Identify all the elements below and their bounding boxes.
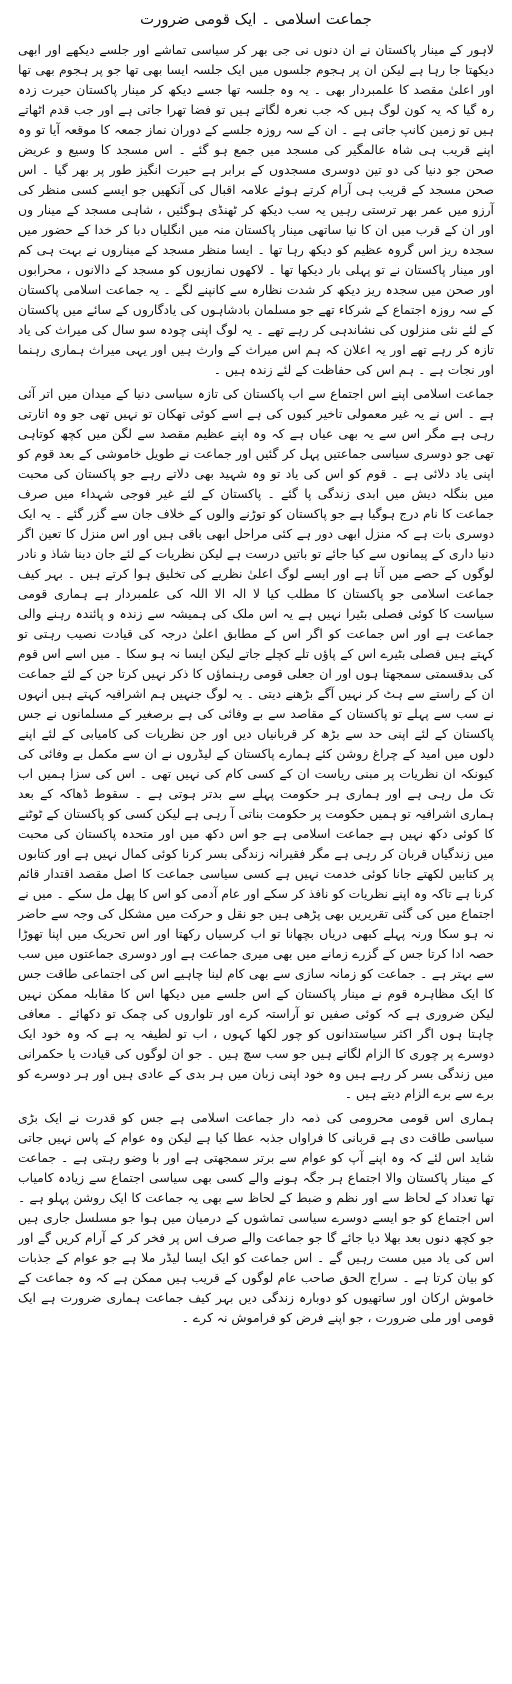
- article-headline: جماعت اسلامی ۔ ایک قومی ضرورت: [140, 10, 372, 28]
- article-body: [18, 40, 494, 1328]
- article-paragraph-1: لاہور کے مینار پاکستان نے ان دنوں نی جی بھر کر سیاسی تماشے اور جلسے دیکھے اور ابھی دیکھتا جا رہا ہے لیکن ان پر ہجوم جلسوں میں ایک جلسہ ایسا بھی تھا جو پر ہجوم بھی تھا اور اعلیٰ مقصد کا علمبردار بھی ۔ یہ وہ جلسہ تھا جسے دیکھ کر مینار پاکستان حیرت زدہ رہ گیا کہ یہ کون لوگ ہیں کہ جب نعرہ لگاتے ہیں تو فضا تھرا جاتی ہے اور جب قدم اٹھاتے ہیں تو زمین کانپ جاتی ہے ۔ ان کے سہ روزہ جلسے کے دوران نماز جمعہ کا موقعہ آیا تو وہ اپنے قریب ہی شاہ عالمگیر کی مسجد میں جمع ہو گئے ۔ اس مسجد کا وسیع و عریض صحن جو دنیا کی دو تین دوسری مسجدوں کے برابر ہے حیرت انگیز طور پر بھر گیا ۔ اس صحن مسجد کے قریب ہی آرام کرتے ہوئے علامہ اقبال کی آنکھیں جو ایسے کسی منظر کی آرزو میں عمر بھر ترستی رہیں یہ سب دیکھ کر ٹھنڈی ہوگئیں ، شاہی مسجد کے مینار وں اور ان کے قرب میں ان کا نیا ساتھی مینار پاکستان منہ میں انگلیاں دبا کر خدا کے حضور میں سجدہ ریز اس گروہ عظیم کو دیکھ رہا تھا ۔ ایسا منظر مسجد کے میناروں نے بہت ہی کم اور مینار پاکستان نے تو پہلی بار دیکھا تھا ۔ لاکھوں نمازیوں کو مسجد کے دالانوں ، محرابوں اور صحن میں سجدہ ریز دیکھ کر شدت نظارہ سے کانپنے لگے ۔ یہ جماعت اسلامی پاکستان کے سہ روزہ اجتماع کے شرکاء تھے جو مسلمان بادشاہوں کی یادگاروں کے سائے میں پاکستان کے لئے نئی منزلوں کی نشاندہی کر رہے تھے ۔ یہ لوگ اپنی چودہ سو سال کی میراث کی یاد تازہ کر رہے تھے اور یہ اعلان کہ ہم اس میراث کے وارث ہیں اور یہی میراث ہماری رہنما اور نجات ہے ۔ ہم اس کی حفاظت کے لئے زندہ ہیں ۔: [18, 42, 494, 377]
- article-paragraph-3: ہماری اس قومی محرومی کی ذمہ دار جماعت اسلامی ہے جس کو قدرت نے ایک بڑی سیاسی طاقت دی ہے قربانی کا فراواں جذبہ عطا کیا ہے لیکن وہ عوام کے پاس نہیں جاتی شاید اس لئے کہ وہ اپنے آپ کو عوام سے برتر سمجھتی ہے اور با وضو رہتی ہے ۔ جماعت کے مینار پاکستان والا اجتماع ہر جگہ ہونے والے کسی بھی سیاسی اجتماع سے زیادہ کامیاب تھا تعداد کے لحاظ سے اور نظم و ضبط کے لحاظ سے بھی یہ جماعت کا ایک روشن پہلو ہے ۔ اس اجتماع کو جو ایسے دوسرے سیاسی تماشوں کے درمیان میں ہوا جو مسلسل جاری ہیں جو کچھ دنوں بعد بھلا دیا جائے گا جو جماعت والے صرف اس پر فخر کر کے آرام کریں گے اور اس کی یاد میں مست رہیں گے ۔ اس جماعت کو ایک ایسا لیڈر ملا ہے جو عوام کے جذبات کو بیان کرتا ہے ۔ سراج الحق صاحب عام لوگوں کے قریب ہیں ممکن ہے کہ وہ جماعت کے خاموش ارکان اور ساتھیوں کو دوبارہ زندگی دیں بہر کیف جماعت ہماری ضرورت ہے ایک قومی اور ملی ضرورت ، جو اپنے فرض کو فراموش نہ کرے ۔: [18, 1110, 494, 1325]
- article-paragraph-2: جماعت اسلامی اپنے اس اجتماع سے اب پاکستان کی تازہ سیاسی دنیا کے میدان میں اتر آئی ہے ۔ اس نے یہ غیر معمولی تاخیر کیوں کی ہے اسے کوئی تھکان تو نہیں تھی جو وہ اتارتی رہی ہے مگر اس سے یہ بھی عیاں ہے کہ وہ اپنے عظیم مقصد سے لگن میں کچھ کوتاہی تھی جو دوسری سیاسی جماعتیں پہل کر گئیں اور جماعت نے طویل خاموشی کے بعد قوم کو اپنی یاد دلائی ہے ۔ قوم کو اس کی یاد تو وہ شہید بھی دلاتے رہے جو پاکستان کی محبت میں بنگلہ دیش میں ابدی زندگی پا گئے ۔ پاکستان کے لئے غیر فوجی شہداء میں صرف جماعت کا نام درج ہوگیا ہے جو پاکستان کو توڑنے والوں کے خلاف جان سے گزر گئے ۔ یہ ایک دوسری بات ہے کہ منزل ابھی دور ہے کئی مراحل ابھی باقی ہیں اور اس منزل کا تعین اگر دنیا داری کے پیمانوں سے کیا جائے تو باتیں درست ہے لیکن نظریات کے لئے جان دینا شاذ و نادر لوگوں کے حصے میں آتا ہے اور ایسے لوگ اعلیٰ نظریے کی تخلیق ہوا کرتے ہیں ۔ بہر کیف جماعت اسلامی جو پاکستان کا مطلب کیا لا الہ الا اللہ کی علمبردار ہے ہماری قومی سیاست کا کوئی فصلی بٹیرا نہیں ہے یہ اس ملک کی ہمیشہ سے زندہ و پائندہ رہنے والی جماعت ہے اور اس جماعت کو اگر اس کے مطابق اعلیٰ درجہ کی قیادت نصیب رہتی تو کہتے ہیں فصلی بٹیرے اس کے پاؤں تلے کچلے جاتے لیکن ایسا نہ ہو سکا ۔ میں اسے اس قوم کی بدقسمتی سمجھتا ہوں اور ان جعلی قومی رہنماؤں کا ذکر نہیں کرتا جن کے لئے جماعت ان کے راستے سے ہٹ کر نہیں آگے بڑھنے دیتی ۔ یہ لوگ جنہیں ہم اشرافیہ کہتے ہیں انہوں نے سب سے پہلے تو پاکستان کے مقاصد سے بے وفائی کی ہے برصغیر کے مسلمانوں نے جس پاکستان کے لئے اپنی حد سے بڑھ کر قربانیاں دیں اور جن نظریات کی کامیابی کے لئے اپنے دلوں میں امید کے چراغ روشن کئے ہمارے پاکستان کے لیڈروں نے ان سے مکمل بے وفائی کی کیونکہ ان نظریات پر مبنی ریاست ان کے کسی کام کی نہیں تھی ۔ اس کی سزا ہمیں اب تک مل رہی ہے اور ہماری ہر حکومت پہلے سے بدتر ہوتی ہے ۔ سقوط ڈھاکہ کے بعد ہماری اشرافیہ تو ہمیں حکومت پر حکومت بناتی آ رہی ہے لیکن کسی کو پاکستان کے ٹوٹنے کا کوئی دکھ نہیں ہے جماعت اسلامی ہے جو اس دکھ میں اور متحدہ پاکستان کی محبت میں زندگیاں قربان کر رہی ہے مگر فقیرانہ زندگی بسر کرنا کوئی کمال نہیں ہے اور کتابوں پر کتابیں لکھتے جانا کوئی خدمت نہیں ہے کسی سیاسی جماعت کا اصل مقصد اقتدار قائم کرنا ہے تاکہ وہ اپنے نظریات کو نافذ کر سکے اور عام آدمی کو اس کا پھل مل سکے ۔ میں نے اجتماع میں کی گئی تقریریں بھی پڑھی ہیں جو نقل و حرکت میں مشکل کی وجہ سے حاضر نہ ہو سکا ورنہ پہلے کبھی دریاں بچھانا تو اب کرسیاں رکھتا اور اس تحریک میں اپنا تھوڑا حصہ ادا کرتا جس کے گزرے زمانے میں بھی میری جماعت ہے اور دوسری جماعتوں میں سب سے بہتر ہے ۔ جماعت کو زمانہ سازی سے بھی کام لینا چاہیے اس کی اجتماعی طاقت جس کا ایک مظاہرہ قوم نے مینار پاکستان کے اس جلسے میں دیکھا اس کا مقابلہ ممکن نہیں لیکن ضروری ہے کہ کوئی صفیں تو آراستہ کرے اور تلواروں کی چمک تو دکھائے ۔ معافی چاہتا ہوں اگر اکثر سیاستدانوں کو چور لکھا کہوں ، اب تو لطیفہ یہ ہے کہ وہ خود ایک دوسرے پر چوری کا الزام لگاتے ہیں جو سب سچ ہیں ۔ جو ان لوگوں کی قیادت یا حکمرانی میں زندگی بسر کر رہے ہیں وہ خود اپنی زبان میں ہر بدی کے عادی ہیں اور ہر دوسرے کو برے سے برے الزام دیتے ہیں ۔: [18, 386, 494, 1101]
